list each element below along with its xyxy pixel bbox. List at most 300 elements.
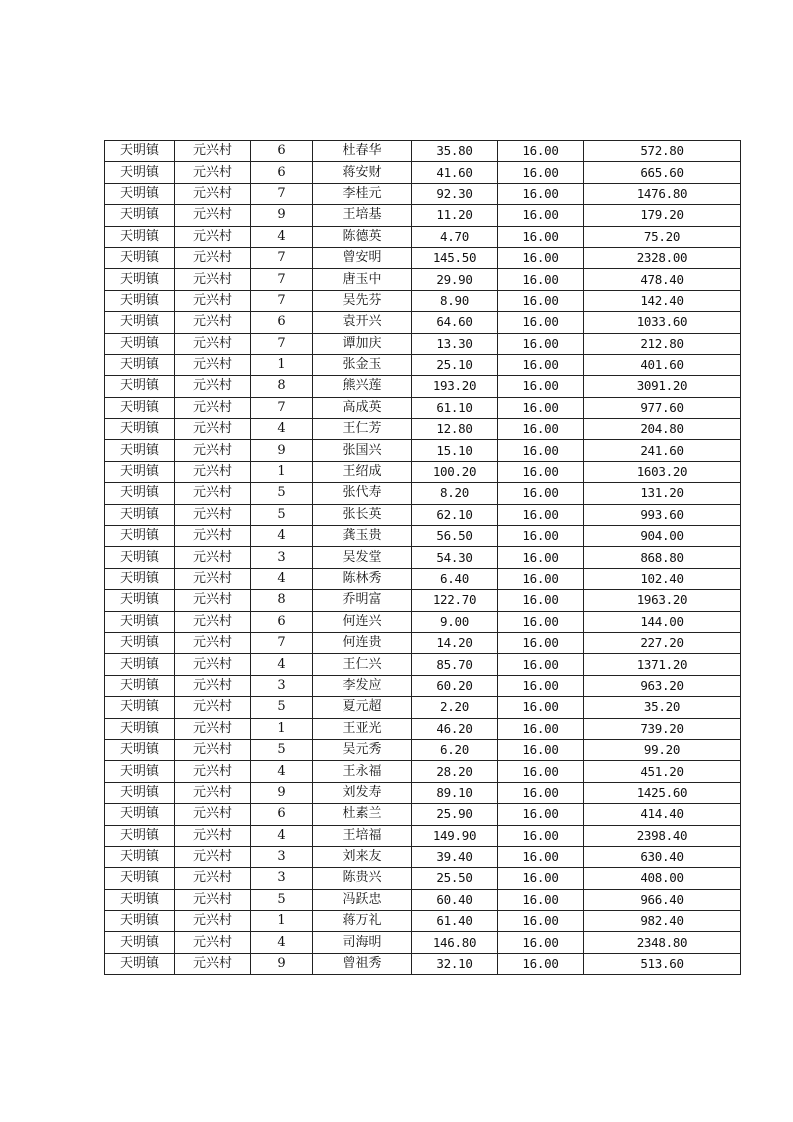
cell-area: 54.30 — [412, 547, 498, 568]
cell-town: 天明镇 — [105, 354, 175, 375]
table-row — [105, 205, 741, 226]
table-row — [105, 632, 741, 653]
cell-price: 16.00 — [498, 247, 584, 268]
cell-group: 1 — [251, 911, 313, 932]
cell-name: 张国兴 — [313, 440, 412, 461]
cell-area: 6.40 — [412, 568, 498, 589]
cell-amount: 904.00 — [584, 526, 741, 547]
cell-town: 天明镇 — [105, 247, 175, 268]
cell-amount: 665.60 — [584, 162, 741, 183]
cell-group: 7 — [251, 183, 313, 204]
cell-name: 杜春华 — [313, 141, 412, 162]
cell-price: 16.00 — [498, 354, 584, 375]
cell-town: 天明镇 — [105, 804, 175, 825]
cell-name: 陈德英 — [313, 226, 412, 247]
cell-amount: 401.60 — [584, 354, 741, 375]
table-row — [105, 183, 741, 204]
cell-town: 天明镇 — [105, 654, 175, 675]
cell-area: 6.20 — [412, 739, 498, 760]
cell-price: 16.00 — [498, 312, 584, 333]
cell-town: 天明镇 — [105, 547, 175, 568]
cell-price: 16.00 — [498, 483, 584, 504]
cell-town: 天明镇 — [105, 697, 175, 718]
data-table — [104, 140, 741, 975]
cell-area: 28.20 — [412, 761, 498, 782]
cell-town: 天明镇 — [105, 483, 175, 504]
cell-name: 何连贵 — [313, 632, 412, 653]
cell-village: 元兴村 — [175, 354, 251, 375]
cell-name: 张金玉 — [313, 354, 412, 375]
cell-town: 天明镇 — [105, 419, 175, 440]
cell-area: 9.00 — [412, 611, 498, 632]
table-row — [105, 868, 741, 889]
cell-amount: 35.20 — [584, 697, 741, 718]
table-row — [105, 461, 741, 482]
table-row — [105, 333, 741, 354]
cell-name: 夏元超 — [313, 697, 412, 718]
cell-town: 天明镇 — [105, 782, 175, 803]
cell-price: 16.00 — [498, 183, 584, 204]
cell-price: 16.00 — [498, 675, 584, 696]
cell-village: 元兴村 — [175, 397, 251, 418]
cell-group: 3 — [251, 868, 313, 889]
table-row — [105, 911, 741, 932]
cell-price: 16.00 — [498, 611, 584, 632]
cell-village: 元兴村 — [175, 483, 251, 504]
cell-town: 天明镇 — [105, 205, 175, 226]
cell-amount: 408.00 — [584, 868, 741, 889]
table-row — [105, 889, 741, 910]
cell-group: 4 — [251, 226, 313, 247]
table-row — [105, 269, 741, 290]
cell-town: 天明镇 — [105, 226, 175, 247]
cell-town: 天明镇 — [105, 568, 175, 589]
cell-amount: 102.40 — [584, 568, 741, 589]
cell-village: 元兴村 — [175, 440, 251, 461]
cell-name: 高成英 — [313, 397, 412, 418]
cell-village: 元兴村 — [175, 739, 251, 760]
cell-town: 天明镇 — [105, 675, 175, 696]
table-row — [105, 804, 741, 825]
cell-price: 16.00 — [498, 440, 584, 461]
cell-village: 元兴村 — [175, 247, 251, 268]
cell-town: 天明镇 — [105, 889, 175, 910]
cell-price: 16.00 — [498, 461, 584, 482]
cell-amount: 572.80 — [584, 141, 741, 162]
table-row — [105, 590, 741, 611]
cell-town: 天明镇 — [105, 718, 175, 739]
cell-amount: 977.60 — [584, 397, 741, 418]
table-row — [105, 504, 741, 525]
cell-name: 王亚光 — [313, 718, 412, 739]
cell-area: 41.60 — [412, 162, 498, 183]
cell-name: 熊兴莲 — [313, 376, 412, 397]
cell-price: 16.00 — [498, 953, 584, 974]
cell-price: 16.00 — [498, 804, 584, 825]
cell-name: 何连兴 — [313, 611, 412, 632]
cell-amount: 478.40 — [584, 269, 741, 290]
cell-amount: 131.20 — [584, 483, 741, 504]
table-row — [105, 419, 741, 440]
cell-group: 6 — [251, 162, 313, 183]
cell-town: 天明镇 — [105, 825, 175, 846]
cell-area: 25.90 — [412, 804, 498, 825]
cell-area: 193.20 — [412, 376, 498, 397]
cell-name: 龚玉贵 — [313, 526, 412, 547]
cell-name: 吴发堂 — [313, 547, 412, 568]
cell-group: 7 — [251, 333, 313, 354]
cell-village: 元兴村 — [175, 953, 251, 974]
table-row — [105, 397, 741, 418]
cell-price: 16.00 — [498, 739, 584, 760]
cell-price: 16.00 — [498, 654, 584, 675]
cell-amount: 1603.20 — [584, 461, 741, 482]
cell-area: 64.60 — [412, 312, 498, 333]
table-body — [105, 141, 741, 975]
cell-group: 7 — [251, 269, 313, 290]
cell-group: 6 — [251, 141, 313, 162]
table-row — [105, 782, 741, 803]
cell-name: 王仁芳 — [313, 419, 412, 440]
cell-group: 7 — [251, 247, 313, 268]
cell-amount: 1425.60 — [584, 782, 741, 803]
cell-area: 149.90 — [412, 825, 498, 846]
cell-village: 元兴村 — [175, 504, 251, 525]
cell-village: 元兴村 — [175, 718, 251, 739]
cell-name: 吴元秀 — [313, 739, 412, 760]
cell-name: 王培基 — [313, 205, 412, 226]
cell-price: 16.00 — [498, 782, 584, 803]
cell-area: 92.30 — [412, 183, 498, 204]
cell-price: 16.00 — [498, 162, 584, 183]
cell-group: 4 — [251, 825, 313, 846]
cell-area: 35.80 — [412, 141, 498, 162]
cell-price: 16.00 — [498, 590, 584, 611]
table-row — [105, 440, 741, 461]
cell-town: 天明镇 — [105, 611, 175, 632]
cell-group: 4 — [251, 419, 313, 440]
cell-area: 56.50 — [412, 526, 498, 547]
cell-amount: 993.60 — [584, 504, 741, 525]
cell-area: 146.80 — [412, 932, 498, 953]
table-row — [105, 718, 741, 739]
cell-price: 16.00 — [498, 547, 584, 568]
cell-name: 陈林秀 — [313, 568, 412, 589]
cell-amount: 1371.20 — [584, 654, 741, 675]
cell-group: 4 — [251, 761, 313, 782]
cell-town: 天明镇 — [105, 761, 175, 782]
cell-price: 16.00 — [498, 568, 584, 589]
table-row — [105, 953, 741, 974]
cell-price: 16.00 — [498, 226, 584, 247]
cell-village: 元兴村 — [175, 226, 251, 247]
cell-village: 元兴村 — [175, 782, 251, 803]
cell-town: 天明镇 — [105, 590, 175, 611]
cell-village: 元兴村 — [175, 761, 251, 782]
table-row — [105, 611, 741, 632]
cell-village: 元兴村 — [175, 461, 251, 482]
cell-town: 天明镇 — [105, 269, 175, 290]
cell-area: 8.90 — [412, 290, 498, 311]
cell-name: 刘来友 — [313, 846, 412, 867]
cell-village: 元兴村 — [175, 333, 251, 354]
cell-group: 8 — [251, 376, 313, 397]
cell-village: 元兴村 — [175, 141, 251, 162]
cell-town: 天明镇 — [105, 141, 175, 162]
cell-village: 元兴村 — [175, 312, 251, 333]
cell-village: 元兴村 — [175, 205, 251, 226]
cell-area: 15.10 — [412, 440, 498, 461]
cell-amount: 3091.20 — [584, 376, 741, 397]
cell-village: 元兴村 — [175, 675, 251, 696]
cell-group: 9 — [251, 440, 313, 461]
cell-price: 16.00 — [498, 697, 584, 718]
cell-amount: 1033.60 — [584, 312, 741, 333]
cell-village: 元兴村 — [175, 611, 251, 632]
cell-name: 王永福 — [313, 761, 412, 782]
cell-amount: 212.80 — [584, 333, 741, 354]
cell-name: 杜素兰 — [313, 804, 412, 825]
cell-group: 7 — [251, 290, 313, 311]
cell-name: 张代寿 — [313, 483, 412, 504]
table-row — [105, 697, 741, 718]
cell-village: 元兴村 — [175, 590, 251, 611]
table-row — [105, 568, 741, 589]
cell-area: 8.20 — [412, 483, 498, 504]
cell-price: 16.00 — [498, 718, 584, 739]
cell-town: 天明镇 — [105, 290, 175, 311]
cell-area: 46.20 — [412, 718, 498, 739]
cell-town: 天明镇 — [105, 868, 175, 889]
cell-name: 唐玉中 — [313, 269, 412, 290]
cell-amount: 179.20 — [584, 205, 741, 226]
cell-group: 3 — [251, 846, 313, 867]
cell-town: 天明镇 — [105, 183, 175, 204]
cell-area: 11.20 — [412, 205, 498, 226]
cell-price: 16.00 — [498, 632, 584, 653]
cell-village: 元兴村 — [175, 932, 251, 953]
cell-name: 蒋安财 — [313, 162, 412, 183]
cell-amount: 2398.40 — [584, 825, 741, 846]
cell-name: 李发应 — [313, 675, 412, 696]
cell-area: 14.20 — [412, 632, 498, 653]
cell-group: 9 — [251, 782, 313, 803]
cell-price: 16.00 — [498, 269, 584, 290]
cell-village: 元兴村 — [175, 889, 251, 910]
cell-town: 天明镇 — [105, 376, 175, 397]
cell-amount: 2348.80 — [584, 932, 741, 953]
cell-group: 7 — [251, 632, 313, 653]
cell-amount: 227.20 — [584, 632, 741, 653]
table-row — [105, 290, 741, 311]
cell-amount: 1476.80 — [584, 183, 741, 204]
cell-town: 天明镇 — [105, 397, 175, 418]
table-row — [105, 141, 741, 162]
cell-town: 天明镇 — [105, 953, 175, 974]
cell-town: 天明镇 — [105, 440, 175, 461]
cell-village: 元兴村 — [175, 547, 251, 568]
cell-name: 乔明富 — [313, 590, 412, 611]
table-row — [105, 547, 741, 568]
table-row — [105, 675, 741, 696]
cell-price: 16.00 — [498, 889, 584, 910]
table-row — [105, 825, 741, 846]
cell-area: 29.90 — [412, 269, 498, 290]
cell-amount: 414.40 — [584, 804, 741, 825]
cell-area: 60.20 — [412, 675, 498, 696]
cell-price: 16.00 — [498, 825, 584, 846]
cell-area: 39.40 — [412, 846, 498, 867]
cell-area: 4.70 — [412, 226, 498, 247]
cell-amount: 204.80 — [584, 419, 741, 440]
cell-price: 16.00 — [498, 932, 584, 953]
cell-name: 李桂元 — [313, 183, 412, 204]
cell-group: 4 — [251, 932, 313, 953]
cell-area: 60.40 — [412, 889, 498, 910]
cell-amount: 966.40 — [584, 889, 741, 910]
cell-village: 元兴村 — [175, 162, 251, 183]
cell-price: 16.00 — [498, 504, 584, 525]
cell-name: 冯跃忠 — [313, 889, 412, 910]
cell-name: 吴先芬 — [313, 290, 412, 311]
table-row — [105, 226, 741, 247]
cell-name: 王绍成 — [313, 461, 412, 482]
cell-price: 16.00 — [498, 290, 584, 311]
cell-village: 元兴村 — [175, 419, 251, 440]
cell-area: 100.20 — [412, 461, 498, 482]
cell-town: 天明镇 — [105, 932, 175, 953]
cell-amount: 241.60 — [584, 440, 741, 461]
cell-village: 元兴村 — [175, 846, 251, 867]
cell-town: 天明镇 — [105, 739, 175, 760]
cell-group: 5 — [251, 889, 313, 910]
cell-area: 61.40 — [412, 911, 498, 932]
cell-group: 8 — [251, 590, 313, 611]
cell-amount: 2328.00 — [584, 247, 741, 268]
table-row — [105, 739, 741, 760]
cell-town: 天明镇 — [105, 632, 175, 653]
table-row — [105, 932, 741, 953]
cell-area: 25.50 — [412, 868, 498, 889]
cell-price: 16.00 — [498, 868, 584, 889]
cell-price: 16.00 — [498, 846, 584, 867]
table-row — [105, 354, 741, 375]
cell-group: 5 — [251, 483, 313, 504]
table-row — [105, 761, 741, 782]
cell-village: 元兴村 — [175, 526, 251, 547]
cell-area: 13.30 — [412, 333, 498, 354]
cell-village: 元兴村 — [175, 290, 251, 311]
cell-name: 蒋万礼 — [313, 911, 412, 932]
cell-name: 曾安明 — [313, 247, 412, 268]
cell-name: 司海明 — [313, 932, 412, 953]
cell-amount: 963.20 — [584, 675, 741, 696]
cell-price: 16.00 — [498, 205, 584, 226]
cell-area: 89.10 — [412, 782, 498, 803]
cell-group: 6 — [251, 312, 313, 333]
cell-group: 1 — [251, 354, 313, 375]
cell-amount: 1963.20 — [584, 590, 741, 611]
cell-price: 16.00 — [498, 526, 584, 547]
cell-amount: 142.40 — [584, 290, 741, 311]
cell-village: 元兴村 — [175, 568, 251, 589]
cell-price: 16.00 — [498, 397, 584, 418]
cell-name: 陈贵兴 — [313, 868, 412, 889]
cell-name: 王仁兴 — [313, 654, 412, 675]
cell-group: 3 — [251, 675, 313, 696]
cell-amount: 144.00 — [584, 611, 741, 632]
cell-price: 16.00 — [498, 911, 584, 932]
cell-town: 天明镇 — [105, 526, 175, 547]
cell-town: 天明镇 — [105, 911, 175, 932]
cell-price: 16.00 — [498, 333, 584, 354]
table-row — [105, 312, 741, 333]
cell-name: 刘发寿 — [313, 782, 412, 803]
cell-name: 袁开兴 — [313, 312, 412, 333]
cell-area: 12.80 — [412, 419, 498, 440]
cell-village: 元兴村 — [175, 804, 251, 825]
cell-group: 9 — [251, 205, 313, 226]
cell-town: 天明镇 — [105, 846, 175, 867]
cell-village: 元兴村 — [175, 376, 251, 397]
cell-village: 元兴村 — [175, 654, 251, 675]
cell-amount: 630.40 — [584, 846, 741, 867]
table-row — [105, 654, 741, 675]
cell-group: 6 — [251, 804, 313, 825]
cell-amount: 75.20 — [584, 226, 741, 247]
cell-group: 4 — [251, 526, 313, 547]
table-row — [105, 483, 741, 504]
cell-amount: 739.20 — [584, 718, 741, 739]
table-row — [105, 846, 741, 867]
cell-group: 3 — [251, 547, 313, 568]
cell-area: 145.50 — [412, 247, 498, 268]
cell-town: 天明镇 — [105, 504, 175, 525]
cell-name: 谭加庆 — [313, 333, 412, 354]
cell-group: 1 — [251, 461, 313, 482]
cell-area: 122.70 — [412, 590, 498, 611]
cell-group: 6 — [251, 611, 313, 632]
cell-amount: 982.40 — [584, 911, 741, 932]
cell-amount: 451.20 — [584, 761, 741, 782]
table-row — [105, 526, 741, 547]
cell-area: 32.10 — [412, 953, 498, 974]
cell-village: 元兴村 — [175, 868, 251, 889]
table-row — [105, 376, 741, 397]
cell-village: 元兴村 — [175, 825, 251, 846]
cell-name: 王培福 — [313, 825, 412, 846]
cell-group: 5 — [251, 697, 313, 718]
cell-amount: 868.80 — [584, 547, 741, 568]
cell-town: 天明镇 — [105, 162, 175, 183]
cell-town: 天明镇 — [105, 461, 175, 482]
cell-price: 16.00 — [498, 141, 584, 162]
cell-amount: 99.20 — [584, 739, 741, 760]
cell-group: 5 — [251, 739, 313, 760]
cell-village: 元兴村 — [175, 632, 251, 653]
cell-area: 2.20 — [412, 697, 498, 718]
cell-group: 9 — [251, 953, 313, 974]
cell-name: 曾祖秀 — [313, 953, 412, 974]
cell-name: 张长英 — [313, 504, 412, 525]
table-row — [105, 247, 741, 268]
cell-price: 16.00 — [498, 761, 584, 782]
table-row — [105, 162, 741, 183]
cell-price: 16.00 — [498, 419, 584, 440]
cell-village: 元兴村 — [175, 269, 251, 290]
cell-village: 元兴村 — [175, 697, 251, 718]
cell-village: 元兴村 — [175, 183, 251, 204]
